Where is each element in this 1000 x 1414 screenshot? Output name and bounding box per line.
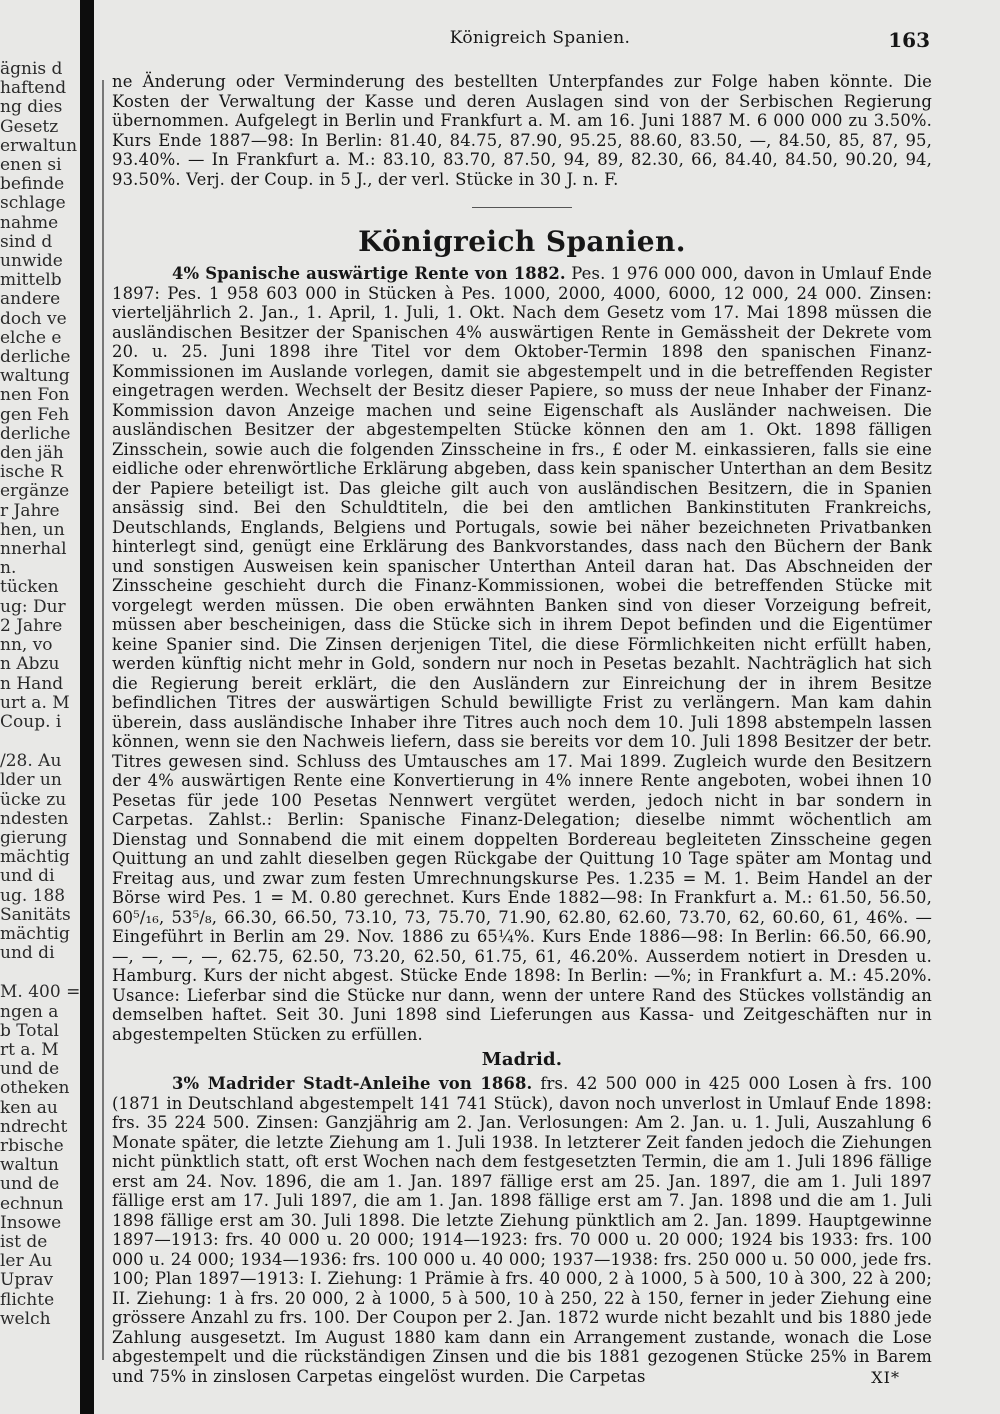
bleed-line: ergänze bbox=[0, 481, 70, 502]
bleed-line: ngen a bbox=[0, 1001, 59, 1022]
binding-gutter bbox=[80, 0, 94, 1414]
intro-paragraph: ne Änderung oder Verminderung des bestellten Unterpfandes zur Folge haben könnte. Die Kosten der Verwaltung der Kasse und deren Auslagen sind von der Serbischen Regierung übernommen. Aufgelegt in Berlin und Frankfurt a. M. am 16. Juni 1887 M. 6 000 000 zu 3.50%. Kurs Ende 1887—98: In Berlin: 81.40, 84.75, 87.90, 95.25, 88.60, 83.50, —, 84.50, 85, 87, 95, 93.40%. — In Frankfurt a. M.: 83.10, 83.70, 87.50, 94, 89, 82.30, 66, 84.40, 84.50, 90.20, 94, 93.50%. Verj. der Coup. in 5 J., der verl. Stücke in 30 J. n. F. bbox=[112, 72, 932, 189]
bleed-line: mächtig bbox=[0, 923, 70, 944]
bleed-line: b Total bbox=[0, 1020, 59, 1041]
running-head-title: Königreich Spanien. bbox=[449, 28, 631, 48]
bleed-line: nn, vo bbox=[0, 635, 53, 656]
rente-text: Pes. 1 976 000 000, davon in Umlauf Ende 1897: Pes. 1 958 603 000 in Stücken à Pes. 1000, 2000, 4000, 6000, 12 000, 24 000. Zinsen: vierteljährlich 2. Jan., 1. April, 1. Juli, 1. Okt. Nach dem Gesetz vom 17. Mai 1898 müssen die ausländischen Besitzer der Spanischen 4% auswärtigen Rente in Gemässheit der Dekrete vom 20. u. 25. Juni 1898 ihre Titel vor dem Oktober-Termin 1898 den spanischen Finanz-Kommissionen im Auslande vorlegen, damit sie abgestempelt und in die betreffenden Register eingetragen werden. Wechselt der Besitz dieser Papiere, so muss der neue Inhaber der Finanz-Kommission davon Anzeige machen und seine Eigenschaft als Ausländer nachweisen. Die ausländischen Besitzer der abgestempelten Stücke können den am 1. Okt. 1898 fälligen Zinsschein, sowie auch die folgenden Zinsscheine in frs., £ oder M. einkassieren, falls sie eine eidliche oder ehrenwörtliche Erklärung abgeben, dass kein spanischer Unterthan an dem Besitz der Papiere beteiligt ist. Das gleiche gilt auch von ausländischen Besitzern, die in Spanien ansässig sind. Bei den Schuldtiteln, die bei den amtlichen Bankinstituten Frankreichs, Deutschlands, Englands, Belgiens und Portugals, sowie bei näher bezeichneten Privatbanken hinterlegt sind, genügt eine Erklärung des Bankvorstandes, dass nach den Büchern der Bank und sonstigen Ausweisen kein spanischer Unterthan Anteil daran hat. Das Abschneiden der Zinsscheine geschieht durch die Finanz-Kommissionen, wobei die betreffenden Stücke mit vorgelegt werden müssen. Die oben erwähnten Banken sind von dieser Vorzeigung befreit, müssen aber bescheinigen, dass die Stücke sich in ihrem Depot befinden und die Eigentümer keine Spanier sind. Die Zinsen derjenigen Titel, die diese Förmlichkeiten nicht erfüllt haben, werden künftig nicht mehr in Gold, sondern nur noch in Pesetas bezahlt. Nachträglich hat sich die Regierung bereit erklärt, die den Ausländern zur Einreichung der in ihrem Besitze befindlichen Titres der auswärtigen Schuld bewilligte Frist zu verlängern. Man kam dahin überein, dass ausländische Inhaber ihre Titres auch noch dem 10. Juli 1898 abstempeln lassen können, wenn sie den Nachweis liefern, dass sie bereits vor dem 10. Juli 1898 Besitzer der betr. Titres gewesen sind. Schluss des Umtausches am 17. Mai 1899. Zugleich wurde den Besitzern der 4% auswärtigen Rente eine Konvertierung in 4% innere Rente angeboten, wobei ihnen 10 Pesetas für jede 100 Pesetas Nennwert vergütet werden, jedoch nicht in bar sondern in Carpetas. Zahlst.: Berlin: Spanische Finanz-Delegation; dieselbe nimmt wöchentlich am Dienstag und Sonnabend die mit einem doppelten Bordereau begleiteten Zinsscheine gegen Quittung an und zahlt dieselben gegen Rückgabe der Quittung 10 Tage später am Montag und Freitag aus, und zwar zum festen Umrechnungskurse Pes. 1.235 = M. 1. Beim Handel an der Börse wird Pes. 1 = M. 0.80 gerechnet. Kurs Ende 1882—98: In Frankfurt a. M.: 61.50, 56.50, 60⁵/₁₆, 53⁵/₈, 66.30, 66.50, 73.10, 73, 75.70, 71.90, 62.80, 62.60, 73.70, 62, 60.60, 61, 46%. — Eingeführt in Berlin am 29. Nov. 1886 zu 65¼%. Kurs Ende 1886—98: In Berlin: 66.50, 66.90, —, —, —, —, 62.75, 62.50, 73.20, 62.50, 61.75, 61, 46.20%. Ausserdem notiert in Dresden u. Hamburg. Kurs der nicht abgest. Stücke Ende 1898: In Berlin: —%; in Frankfurt a. M.: 45.20%. Usance: Lieferbar sind die Stücke nur dann, wenn der untere Rand des Stückes vollständig an demselben haftet. Seit 30. Juni 1898 sind Lieferungen aus Kassa- und Zeitgeschäften nur in abgestempelten Stücken zu erfüllen. bbox=[112, 264, 932, 1044]
bleed-line: nen Fon bbox=[0, 385, 70, 406]
bleed-line: rbische bbox=[0, 1135, 64, 1156]
signature-mark: XI* bbox=[871, 1368, 900, 1387]
bleed-line: flichte bbox=[0, 1289, 55, 1310]
bleed-line: derliche bbox=[0, 423, 71, 444]
bleed-line: und de bbox=[0, 1174, 60, 1195]
madrid-title: 3% Madrider Stadt-Anleihe von 1868. bbox=[172, 1074, 533, 1093]
bleed-line: ng dies bbox=[0, 97, 63, 118]
bleed-line: mittelb bbox=[0, 270, 62, 291]
bleed-line: lder un bbox=[0, 770, 62, 791]
bleed-line: und di bbox=[0, 943, 55, 964]
bleed-line: Uprav bbox=[0, 1270, 54, 1291]
bleed-line: waltung bbox=[0, 366, 70, 387]
bleed-line: ken au bbox=[0, 1097, 58, 1118]
bleed-line: befinde bbox=[0, 174, 65, 195]
bleed-line: mächtig bbox=[0, 847, 70, 868]
bleed-line: gierung bbox=[0, 827, 68, 848]
bleed-line: urt a. M bbox=[0, 692, 70, 713]
bleed-line: und di bbox=[0, 866, 55, 887]
madrid-text: frs. 42 500 000 in 425 000 Losen à frs. 100 (1871 in Deutschland abgestempelt 141 741 Stück), davon noch unverlost in Umlauf Ende 1898: frs. 35 224 500. Zinsen: Ganzjährig am 2. Jan. Verlosungen: Am 2. Jan. u. 1. Juli, Auszahlung 6 Monate später, die letzte Ziehung am 1. Juli 1938. In letzterer Zeit fanden jedoch die Ziehungen nicht pünktlich statt, oft erst Wochen nach dem festgesetzten Termin, die am 1. Juli 1896 fällige erst am 24. Nov. 1896, die am 1. Jan. 1897 fällige erst am 25. Jan. 1897, die am 1. Juli 1897 fällige erst am 17. Juli 1897, die am 1. Jan. 1898 fällige erst am 7. Jan. 1898 und die am 1. Juli 1898 fällige erst am 30. Juli 1898. Die letzte Ziehung pünktlich am 2. Jan. 1899. Hauptgewinne 1897—1913: frs. 40 000 u. 20 000; 1914—1923: frs. 70 000 u. 20 000; 1924 bis 1933: frs. 100 000 u. 24 000; 1934—1936: frs. 100 000 u. 40 000; 1937—1938: frs. 250 000 u. 50 000, jede frs. 100; Plan 1897—1913: I. Ziehung: 1 Prämie à frs. 40 000, 2 à 1000, 5 à 500, 10 à 300, 22 à 200; II. Ziehung: 1 à frs. 20 000, 2 à 1000, 5 à 500, 10 à 250, 22 à 150, ferner in jeder Ziehung eine grössere Anzahl zu frs. 100. Der Coupon per 2. Jan. 1872 wurde nicht bezahlt und bis 1880 jede Zahlung ausgesetzt. Im August 1880 kam dann ein Arrangement zustande, wonach die Lose abgestempelt und die rückständigen Zinsen und die bis 1881 gezogenen Stücke 25% in Barem und 75% in zinslosen Carpetas eingelöst wurden. Die Carpetas bbox=[112, 1074, 932, 1386]
rente-entry bbox=[112, 264, 932, 1044]
bleed-line: gen Feh bbox=[0, 404, 70, 425]
bleed-line: doch ve bbox=[0, 308, 67, 329]
bleed-line: tücken bbox=[0, 577, 59, 598]
bleed-line: ische R bbox=[0, 462, 63, 483]
bleed-lines-end bbox=[0, 983, 80, 1329]
bleed-line: unwide bbox=[0, 251, 63, 272]
bleed-line: nnerhal bbox=[0, 539, 67, 560]
main-column bbox=[112, 72, 932, 1386]
running-head bbox=[110, 28, 970, 54]
page-number: 163 bbox=[888, 28, 930, 52]
section-title: Königreich Spanien. bbox=[358, 225, 686, 258]
madrid-heading: Madrid. bbox=[481, 1049, 563, 1070]
bleed-line: ug. 188 bbox=[0, 885, 66, 906]
left-page-bleed bbox=[0, 59, 81, 1329]
bleed-line: schlage bbox=[0, 193, 66, 214]
bleed-line: n Abzu bbox=[0, 654, 60, 675]
bleed-line: den jäh bbox=[0, 443, 64, 464]
madrid-entry bbox=[112, 1074, 932, 1386]
bleed-line: und de bbox=[0, 1059, 60, 1080]
rente-title: 4% Spanische auswärtige Rente von 1882. bbox=[172, 264, 566, 283]
bleed-line: ug: Dur bbox=[0, 596, 66, 617]
bleed-line: andere bbox=[0, 289, 61, 310]
bleed-line: ler Au bbox=[0, 1251, 53, 1272]
bleed-line: Gesetz bbox=[0, 116, 59, 137]
bleed-line: ndrecht bbox=[0, 1116, 68, 1137]
bleed-line: Coup. i bbox=[0, 711, 62, 732]
bleed-line: M. 400 = bbox=[0, 982, 81, 1003]
bleed-line: n. bbox=[0, 558, 17, 579]
bleed-line: ist de bbox=[0, 1231, 48, 1252]
bleed-line: otheken bbox=[0, 1078, 70, 1099]
bleed-line: n Hand bbox=[0, 673, 64, 694]
column-edge-rule bbox=[102, 80, 104, 1360]
bleed-line: 2 Jahre bbox=[0, 615, 63, 636]
bleed-line: Sanitäts bbox=[0, 904, 71, 925]
bleed-line: elche e bbox=[0, 327, 62, 348]
bleed-line: erwaltun bbox=[0, 135, 78, 156]
bleed-line: sind d bbox=[0, 231, 53, 252]
bleed-line: /28. Au bbox=[0, 751, 62, 772]
bleed-line: ndesten bbox=[0, 808, 69, 829]
bleed-line: nahme bbox=[0, 212, 59, 233]
bleed-lines-bottom bbox=[0, 752, 80, 963]
section-separator bbox=[472, 207, 572, 208]
bleed-line: r Jahre bbox=[0, 500, 60, 521]
bleed-lines-top bbox=[0, 60, 80, 732]
bleed-line: echnun bbox=[0, 1193, 64, 1214]
bleed-line: ücke zu bbox=[0, 789, 67, 810]
bleed-line: rt a. M bbox=[0, 1039, 59, 1060]
bleed-line: derliche bbox=[0, 347, 71, 368]
bleed-line: Insowe bbox=[0, 1212, 62, 1233]
bleed-line: hen, un bbox=[0, 519, 65, 540]
bleed-line: welch bbox=[0, 1308, 51, 1329]
bleed-line: ägnis d bbox=[0, 59, 63, 79]
bleed-line: waltun bbox=[0, 1155, 59, 1176]
bleed-line: haftend bbox=[0, 78, 67, 99]
bleed-line: enen si bbox=[0, 155, 62, 176]
